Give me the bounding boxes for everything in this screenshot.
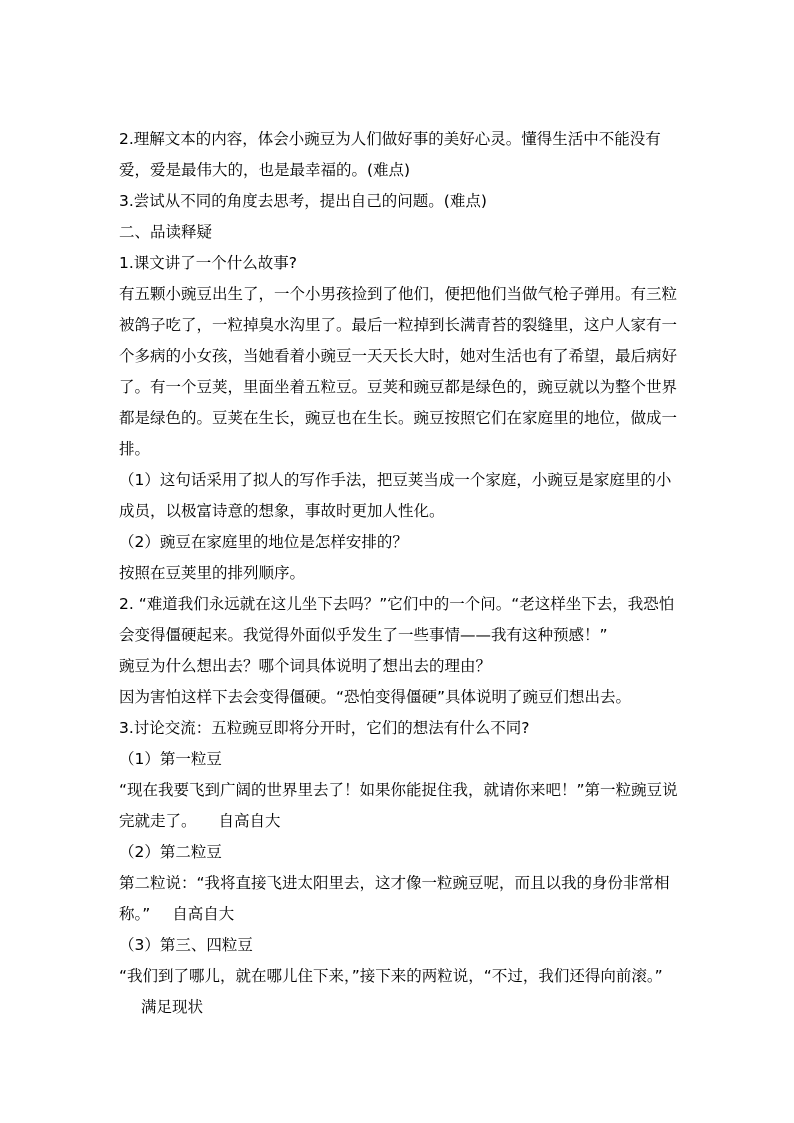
sub-heading <box>119 744 679 775</box>
quote-text: 第二粒说：“我将直接飞进太阳里去，这才像一粒豌豆呢，而且以我的身份非常相称。” <box>119 874 670 923</box>
quote-text: “我们到了哪儿，就在哪儿住下来，”接下来的两粒说，“不过，我们还得向前滚。” <box>119 967 663 985</box>
paragraph-text: 3.尝试从不同的角度去思考，提出自己的问题。(难点) <box>119 192 487 210</box>
answer <box>119 558 679 589</box>
paragraph <box>119 186 679 217</box>
answer-text: 按照在豆荚里的排列顺序。 <box>119 564 306 582</box>
quote-text: 2. “难道我们永远就在这儿坐下去吗？”它们中的一个问。“老这样坐下去，我恐怕会变得僵硬起来。我觉得外面似乎发生了一些事情——我有这种预感！” <box>119 595 675 644</box>
sub-heading <box>119 837 679 868</box>
paragraph-text: 2.理解文本的内容，体会小豌豆为人们做好事的美好心灵。懂得生活中不能没有爱，爱是最伟大的，也是最幸福的。(难点) <box>119 130 661 179</box>
answer-text: 因为害怕这样下去会变得僵硬。“恐怕变得僵硬”具体说明了豌豆们想出去。 <box>119 688 632 706</box>
sub-heading-text: （1）第一粒豆 <box>119 750 222 768</box>
quote-paragraph <box>119 961 679 1023</box>
question <box>119 248 679 279</box>
sub-heading-text: （3）第三、四粒豆 <box>119 936 253 954</box>
paragraph <box>119 465 679 527</box>
answer <box>119 682 679 713</box>
trait-tag: 自高自大 <box>218 812 281 830</box>
quote-text: “现在我要飞到广阔的世界里去了！如果你能捉住我，就请你来吧！”第一粒豌豆说完就走了。 <box>119 781 678 830</box>
quote-paragraph <box>119 868 679 930</box>
paragraph <box>119 124 679 186</box>
question-text: 1.课文讲了一个什么故事? <box>119 254 298 272</box>
question-text: 3.讨论交流：五粒豌豆即将分开时，它们的想法有什么不同? <box>119 719 530 737</box>
question <box>119 651 679 682</box>
sub-heading-text: （2）第二粒豆 <box>119 843 222 861</box>
paragraph <box>119 279 679 465</box>
question-text: 豌豆为什么想出去？哪个词具体说明了想出去的理由？ <box>119 657 492 675</box>
section-heading-text: 二、品读释疑 <box>119 223 213 241</box>
quote-paragraph <box>119 589 679 651</box>
question <box>119 713 679 744</box>
paragraph-text: （1）这句话采用了拟人的写作手法，把豆荚当成一个家庭，小豌豆是家庭里的小成员，以极富诗意的想象，事故时更加人性化。 <box>119 471 672 520</box>
trait-tag: 满足现状 <box>141 998 204 1016</box>
question-text: （2）豌豆在家庭里的地位是怎样安排的？ <box>119 533 408 551</box>
quote-paragraph <box>119 775 679 837</box>
section-heading <box>119 217 679 248</box>
document-body <box>119 124 679 1023</box>
trait-tag: 自高自大 <box>172 905 235 923</box>
sub-heading <box>119 930 679 961</box>
paragraph-text: 有五颗小豌豆出生了，一个小男孩捡到了他们，便把他们当做气枪子弹用。有三粒被鸽子吃了，一粒掉臭水沟里了。最后一粒掉到长满青苔的裂缝里，这户人家有一个多病的小女孩，当她看着小豌豆一天天长大时，她对生活也有了希望，最后病好了。有一个豆荚，里面坐着五粒豆。豆荚和豌豆都是绿色的，豌豆就以为整个世界都是绿色的。豆荚在生长，豌豆也在生长。豌豆按照它们在家庭里的地位，做成一排。 <box>119 285 678 458</box>
question <box>119 527 679 558</box>
